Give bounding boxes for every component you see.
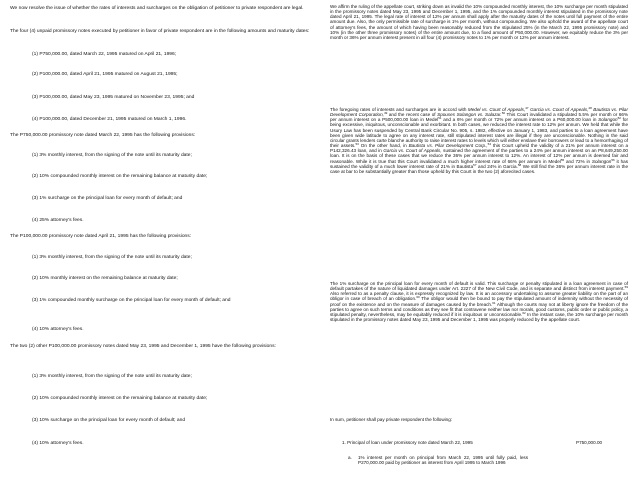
footnote-ref: 60 <box>416 295 420 300</box>
note-item: (3) P100,000.00, dated May 23, 1995 matured on November 23, 1995; and <box>32 95 195 100</box>
case-citation: Garcia vs. Court of Appeals, <box>383 148 442 154</box>
provision-item: (3) 1% compounded monthly surcharge on the principal loan for every month of default; and <box>32 298 231 303</box>
case-citation: Solangon <box>591 158 612 164</box>
interest-cases-paragraph: The foregoing rates of interests and surcharges are in accord with Medel vs. Court of Appeals,$^{47}$ Garcia vs. Court of Appeals,$^{48}$ Bautista vs. Pilar Development Corporation,$^{49}$ and the recent case of Spouses Solangon vs. Salazar.$^{50}$ This Court invalidated a stipulated 5.5% per month or 66% per annum interest on a P500,000.00 loan in Medel$^{51}$ and a 6% per month or 72% per annum interest on a P60,000.00 loan in Solangon$^{52}$ for being excessive, iniquitous, unconscionable and exorbitant. In both cases, we reduced the interest rate to 12% per annum. We held that while the Usury Law has been suspended by Central Bank Circular No. 905, s. 1982, effective on January 1, 1983, and parties to a loan agreement have been given wide latitude to agree on any interest rate, still stipulated interest rates are illegal if they are unconscionable. Nothing in the said circular grants lenders carte blanche authority to raise interest rates to levels which will either enslave their borrowers or lead to a hemorrhaging of their assets.$^{53}$ On the other hand, in Bautista vs. Pilar Development Corp.,$^{54}$ this Court upheld the validity of a 21% per annum interest on a P142,326.43 loan, and in Garcia vs. Court of Appeals, sustained the agreement of the parties to a 24% per annum interest on an P8,649,250.00 loan. It is on the basis of these cases that we reduce the 36% per annum interest to 12%. An interest of 12% per annum is deemed fair and reasonable. While it is true that this Court invalidated a much higher interest rate of 66% per annum in Medel$^{55}$ and 72% in Solangon$^{56}$ it has sustained the validity of a much lower interest rate of 21% in Bautista$^{57}$ and 24% in Garcia.$^{58}$ We still find the 36% per annum interest rate in the case at bar to be substantially greater than those upheld by this Court in the two (2) aforecited cases. <box>330 106 629 174</box>
surcharge-paragraph: The 1% surcharge on the principal loan for every month of default is valid. This surcharge or penalty stipulated in a loan agreement in case of default partakes of the nature of liquidated damages under Art. 2227 of the New Civil Code, and is separate and distinct from interest payment.$^{59}$ Also referred to as a penalty clause, it is expressly recognized by law. It is an accessory undertaking to assume greater liability on the part of an obligor in case of breach of an obligation.$^{60}$ The obligor would then be bound to pay the stipulated amount of indemnity without the necessity of proof on the existence and on the measure of damages caused by the breach.$^{61}$ Although the courts may not at liberty ignore the freedom of the parties to agree on such terms and conditions as they see fit that contravene neither law nor morals, good customs, public order or public policy, a stipulated penalty, nevertheless, may be equitably reduced if it is iniquitous or unconscionable.$^{62}$ In the instant case, the 10% surcharge per month stipulated in the promissory notes dated May 23, 1995 and December 1, 1995 was properly reduced by the appellate court. <box>330 281 629 323</box>
provision-item: (1) 3% monthly interest, from the signing of the note until its maturity date; <box>32 255 192 260</box>
footnote-ref: 62 <box>522 310 526 315</box>
case-citation: Bautista vs. Pilar Development Corp., <box>408 143 488 149</box>
issue-paragraph: We now resolve the issue of whether the rates of interests and surcharges on the obligation of petitioner to private respondent are legal. <box>10 6 304 11</box>
note-item: (2) P100,000.00, dated April 21, 1995 matured on August 21, 1995; <box>32 72 178 77</box>
footnote-ref: 59 <box>624 285 628 290</box>
payment-subitem: a. 1% interest per month on principal from March 22, 1995 until fully paid, less P270,000.00 paid by petitioner as interest from April 1995 to March 1996 <box>348 455 528 466</box>
notes-intro-paragraph: The four (4) unpaid promissory notes executed by petitioner in favor of private respondent are in the following amounts and maturity dates: <box>10 29 310 34</box>
footnote-ref: 49 <box>383 111 388 116</box>
footnote-ref: 53 <box>355 142 359 147</box>
footnote-ref: 48 <box>588 106 592 110</box>
footnote-ref: 54 <box>487 142 491 147</box>
provision-item: (1) 3% monthly interest, from the signing of the note until its maturity date; <box>32 153 192 158</box>
note-item: (1) P750,000.00, dated March 22, 1995 matured on April 21, 1996; <box>32 52 177 57</box>
note-item: (4) P100,000.00, dated December 21, 1995 matured on March 1, 1996. <box>32 117 187 122</box>
footnote-ref: 50 <box>501 111 506 116</box>
case-citation: Solangon <box>598 117 618 123</box>
footnote-ref: 57 <box>473 162 477 167</box>
footnote-ref: 51 <box>438 116 442 121</box>
case-citation: Medel vs. Court of Appeals, <box>467 107 526 112</box>
provision-item: (3) 1% surcharge on the principal loan for every month of default; and <box>32 196 183 201</box>
footnote-ref: 56 <box>611 157 615 162</box>
provision-item: (1) 3% monthly interest, from the signing of the note until its maturity date; <box>32 374 192 379</box>
provision-item: (2) 10% compounded monthly interest on the remaining balance at maturity date; <box>32 396 208 401</box>
case-citation: Garcia vs. Court of Appeals, <box>530 107 589 112</box>
note34-intro-paragraph: The two (2) other P100,000.00 promissory notes dated May 23, 1995 and December 1, 1995 have the following provisions: <box>10 344 276 349</box>
footnote-ref: 61 <box>492 300 496 305</box>
provision-item: (4) 25% attorney’s fees. <box>32 218 84 223</box>
footnote-ref: 55 <box>560 157 565 162</box>
case-citation: Spouses Solangon vs. Salazar. <box>437 112 502 118</box>
payment-amount: P750,000.00 <box>576 440 603 445</box>
provision-item: (2) 10% monthly interest on the remaining balance at maturity date; <box>32 276 178 281</box>
subitem-letter: a. <box>348 455 352 460</box>
footnote-ref: 47 <box>525 106 529 110</box>
provision-item: (4) 10% attorney’s fees. <box>32 327 84 332</box>
case-citation: Bautista vs. Pilar Development Corporation, <box>330 107 629 118</box>
note1-intro-paragraph: The P750,000.00 promissory note dated March 22, 1995 has the following provisions: <box>10 133 196 138</box>
summary-paragraph: In sum, petitioner shall pay private respondent the following: <box>330 417 453 422</box>
provision-item: (3) 10% surcharge on the principal loan for every month of default; and <box>32 418 186 423</box>
footnote-ref: 58 <box>517 162 522 167</box>
provision-item: (2) 10% compounded monthly interest on the remaining balance at maturity date; <box>32 174 208 179</box>
payment-item: 1. Principal of loan under promissory note dated March 22, 1995 P750,000.00 <box>342 440 603 445</box>
ruling-paragraph: We affirm the ruling of the appellate court, striking down as invalid the 10% compounded monthly interest, the 10% surcharge per month stipulated in the promissory notes dated May 23, 1995 and December 1, 1995, and the 1% compounded monthly interest stipulated in the promissory note dated April 21, 1995. The legal rate of interest of 12% per annum shall apply after the maturity dates of the notes until full payment of the entire amount due. Also, the only permissible rate of surcharge is 1% per month, without compounding. We also uphold the award of the appellate court of attorney’s fees, the amount of which having been reasonably reduced from the stipulated 25% (in the March 22, 1995 promissory note) and 10% (in the other three promissory notes) of the entire amount due, to a fixed amount of P50,000.00. However, we equitably reduce the 3% per month or 36% per annum interest present in all four (4) promissory notes to 1% per month or 12% per annum interest. <box>330 4 628 40</box>
note2-intro-paragraph: The P100,000.00 promissory note dated April 21, 1995 has the following provisions: <box>10 234 192 239</box>
footnote-ref: 52 <box>617 116 621 121</box>
provision-item: (4) 10% attorney’s fees. <box>32 441 84 446</box>
